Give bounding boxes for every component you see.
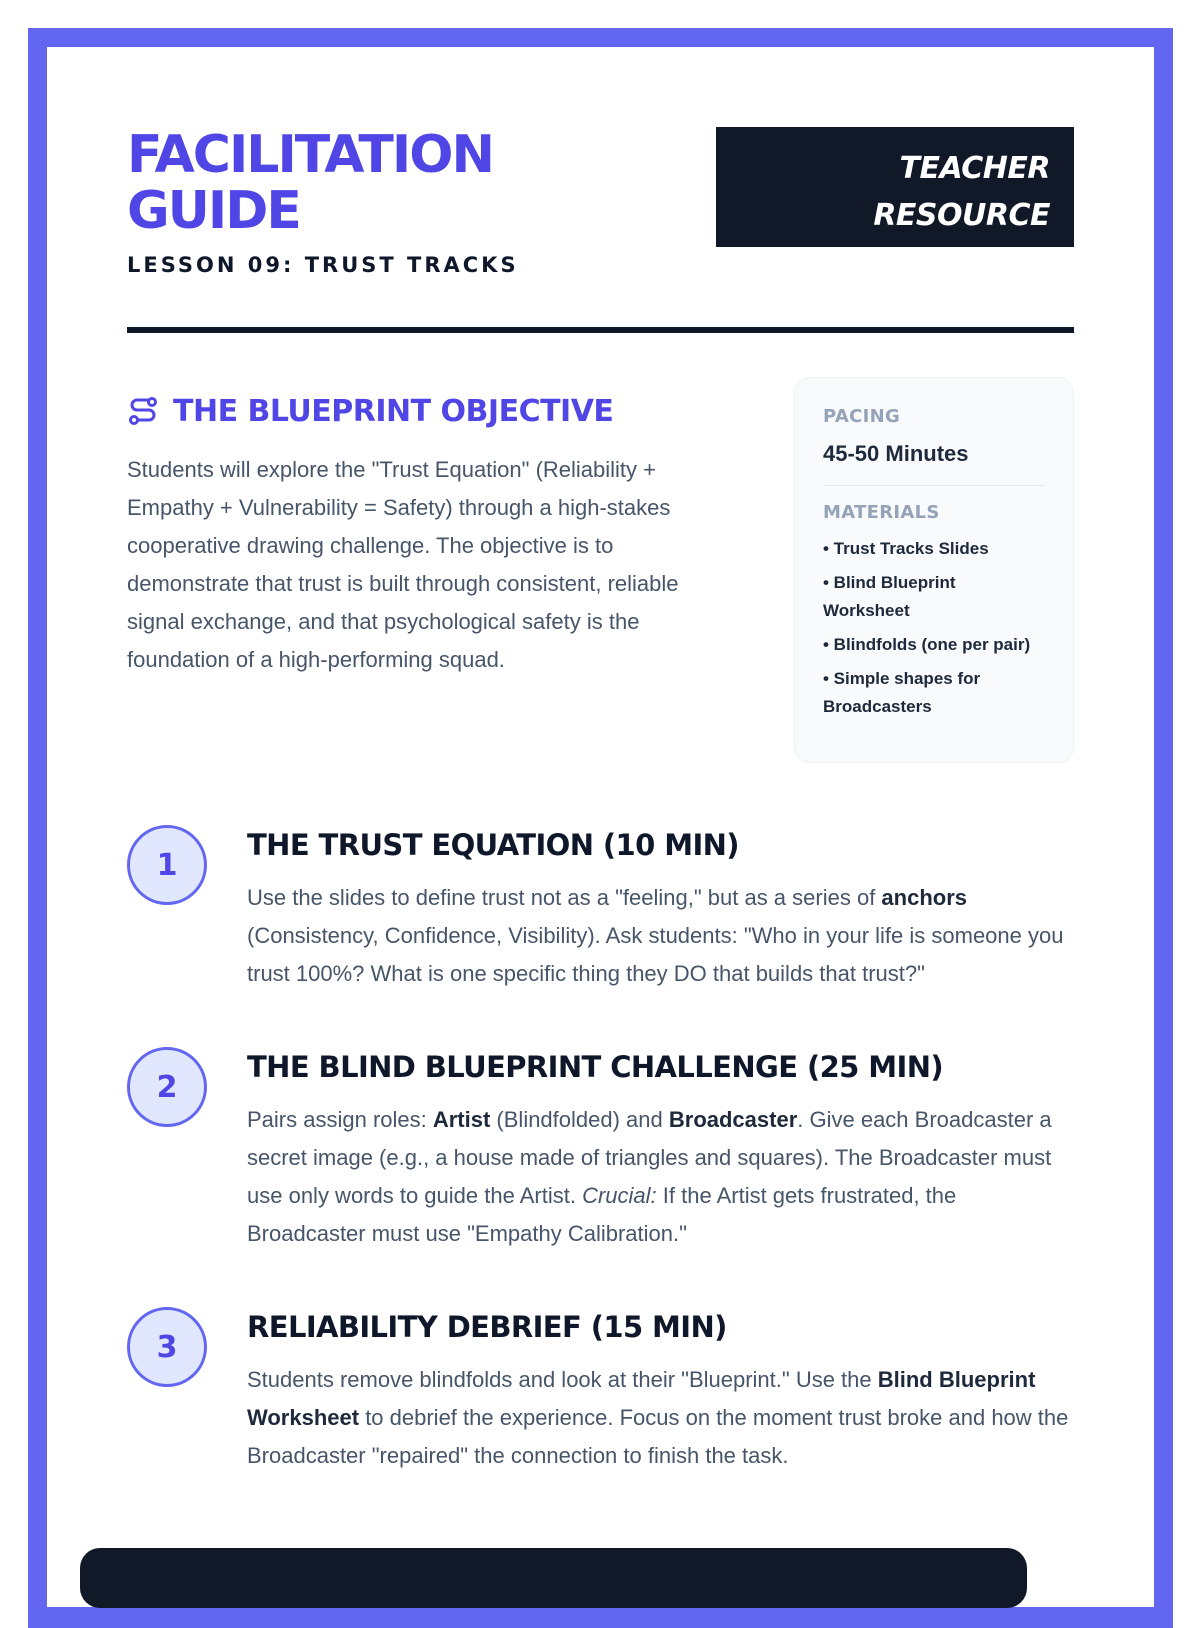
bold-term: anchors: [881, 885, 968, 910]
step-title: THE TRUST EQUATION (10 MIN): [247, 828, 739, 862]
title-line-1: FACILITATION: [127, 125, 493, 185]
body-text: Use the slides to define trust not as a "feeling," but as a series of: [247, 885, 882, 910]
body-text: . Give each Broadcaster a secret image (e.g., a house made of triangles and squares). The Broadcaster must use only words to guide the Artist.: [247, 1107, 1052, 1208]
info-card: [794, 377, 1074, 763]
step-body: [247, 1101, 1074, 1253]
objective-text: Students will explore the "Trust Equation" (Reliability + Empathy + Vulnerability = Safety) through a high-stakes cooperative drawing challenge. The objective is to demonstrate that trust is built through consistent, reliable signal exchange, and that psychological safety is the foundation of a high-performing squad.: [127, 457, 679, 672]
step-number-badge: 1: [127, 825, 207, 905]
card-divider: [823, 485, 1045, 486]
header-divider: [127, 327, 1074, 333]
title-line-2: GUIDE: [127, 181, 300, 241]
page-header: [127, 127, 1074, 327]
step-3: [127, 1307, 1074, 1475]
badge-line-2: RESOURCE: [873, 198, 1050, 233]
body-text: (Blindfolded) and: [490, 1107, 669, 1132]
body-text: to debrief the experience. Focus on the moment trust broke and how the Broadcaster "repaired" the connection to finish the task.: [247, 1405, 1069, 1468]
step-title: RELIABILITY DEBRIEF (15 MIN): [247, 1310, 727, 1344]
body-text: Pairs assign roles:: [247, 1107, 433, 1132]
route-icon: [127, 395, 159, 427]
step-number-badge: 3: [127, 1307, 207, 1387]
objective-section: [127, 389, 1074, 789]
step-number-badge: 2: [127, 1047, 207, 1127]
objective-main: [127, 389, 727, 679]
step-title: THE BLIND BLUEPRINT CHALLENGE (25 MIN): [247, 1050, 944, 1084]
bold-term: Broadcaster: [668, 1107, 798, 1132]
bold-term: Artist: [432, 1107, 491, 1132]
step-2: [127, 1047, 1074, 1253]
page-title: [127, 127, 687, 239]
badge-line-1: TEACHER: [899, 151, 1050, 186]
italic-term: Crucial:: [582, 1183, 657, 1208]
steps-list: [127, 825, 1074, 1475]
pacing-value: 45-50 Minutes: [823, 441, 969, 466]
guide-page: [47, 47, 1154, 1607]
material-item: • Blindfolds (one per pair): [823, 635, 1031, 654]
body-text: Students remove blindfolds and look at their "Blueprint." Use the: [247, 1367, 878, 1392]
pacing-label: PACING: [823, 406, 901, 427]
page-content: [127, 127, 1074, 1475]
material-item: • Simple shapes for Broadcasters: [823, 669, 981, 716]
objective-heading: [127, 389, 727, 433]
body-text: (Consistency, Confidence, Visibility). Ask students: "Who in your life is someone you trust 100%? What is one specific thing they DO that builds that trust?": [247, 923, 1064, 986]
material-item: • Trust Tracks Slides: [823, 539, 989, 558]
lesson-subtitle: LESSON 09: TRUST TRACKS: [127, 253, 519, 277]
materials-list: [823, 535, 1045, 721]
materials-label: MATERIALS: [823, 502, 940, 523]
step-body: [247, 1361, 1074, 1475]
body-text: If the Artist gets frustrated, the Broadcaster must use "Empathy Calibration.": [247, 1183, 957, 1246]
material-item: • Blind Blueprint Worksheet: [823, 573, 956, 620]
bottom-banner: [80, 1548, 1027, 1608]
step-body: [247, 879, 1074, 993]
bold-term: Blind Blueprint Worksheet: [247, 1367, 1036, 1430]
step-1: [127, 825, 1074, 993]
teacher-resource-badge: [716, 127, 1074, 247]
objective-heading-text: THE BLUEPRINT OBJECTIVE: [173, 393, 614, 429]
